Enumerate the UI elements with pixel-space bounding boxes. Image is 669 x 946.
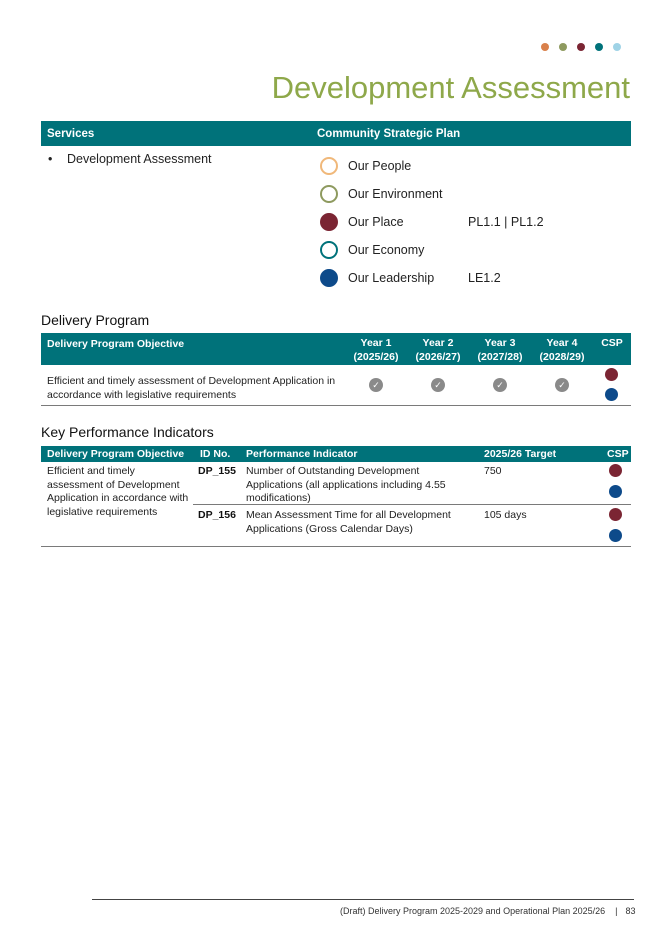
kpi-id: DP_155 xyxy=(198,465,236,477)
decorative-dots xyxy=(541,43,621,51)
csp-row-environment xyxy=(320,183,468,205)
year-sub: (2028/29) xyxy=(539,351,585,363)
year-2-column-header xyxy=(407,336,469,364)
leadership-dot-icon xyxy=(605,388,618,401)
footer-rule xyxy=(92,899,634,900)
place-circle-icon xyxy=(320,213,338,231)
page-title: Development Assessment xyxy=(271,70,630,105)
place-dot-icon xyxy=(609,464,622,477)
kpi-csp-column-header: CSP xyxy=(607,448,629,460)
year-label: Year 2 xyxy=(422,337,454,349)
services-table-header xyxy=(41,121,631,146)
kpi-indicator-text: Mean Assessment Time for all Development Applications (Gross Calendar Days) xyxy=(246,509,451,535)
year-1-column-header xyxy=(345,336,407,364)
year-sub: (2026/27) xyxy=(415,351,461,363)
footer-separator: | xyxy=(615,906,618,916)
service-label: Development Assessment xyxy=(67,152,212,166)
dot-5 xyxy=(613,43,621,51)
year-label: Year 1 xyxy=(360,337,392,349)
csp-column-header: CSP xyxy=(601,337,623,349)
csp-label: Our Leadership xyxy=(348,271,435,285)
dot-1 xyxy=(541,43,549,51)
footer xyxy=(340,906,636,916)
csp-label: Our Environment xyxy=(348,187,443,201)
footer-text: (Draft) Delivery Program 2025-2029 and Operational Plan 2025/26 xyxy=(340,906,606,916)
year-sub: (2027/28) xyxy=(477,351,523,363)
bullet-icon: • xyxy=(48,152,53,166)
kpi-objective-text: Efficient and timely assessment of Development Application in accordance with legislative requirements xyxy=(47,465,189,518)
kpi-row-divider xyxy=(193,504,631,505)
csp-column-header: Community Strategic Plan xyxy=(317,128,461,140)
services-column-header: Services xyxy=(47,128,95,140)
people-circle-icon xyxy=(320,157,338,175)
csp-code: PL1.1 | PL1.2 xyxy=(468,215,544,229)
kpi-target-column-header: 2025/26 Target xyxy=(484,448,557,460)
check-icon: ✓ xyxy=(555,378,569,392)
kpi-table-header xyxy=(41,446,631,462)
year-3-column-header xyxy=(469,336,531,364)
check-icon: ✓ xyxy=(431,378,445,392)
csp-row-place xyxy=(320,211,544,233)
csp-label: Our Economy xyxy=(348,243,425,257)
csp-label: Our People xyxy=(348,159,412,173)
environment-circle-icon xyxy=(320,185,338,203)
kpi-target-value: 750 xyxy=(484,465,502,477)
year-label: Year 3 xyxy=(484,337,516,349)
csp-label: Our Place xyxy=(348,215,404,229)
kpi-id-column-header: ID No. xyxy=(200,448,231,460)
place-dot-icon xyxy=(609,508,622,521)
csp-row-leadership xyxy=(320,267,501,289)
year-label: Year 4 xyxy=(546,337,578,349)
check-icon: ✓ xyxy=(493,378,507,392)
kpi-objective-column-header: Delivery Program Objective xyxy=(47,448,185,460)
economy-circle-icon xyxy=(320,241,338,259)
csp-row-people xyxy=(320,155,468,177)
kpi-indicator-column-header: Performance Indicator xyxy=(246,448,358,460)
dot-4 xyxy=(595,43,603,51)
delivery-program-table-header xyxy=(41,333,631,365)
kpi-target-value: 105 days xyxy=(484,509,527,521)
objective-column-header: Delivery Program Objective xyxy=(47,338,185,350)
delivery-program-heading: Delivery Program xyxy=(41,312,150,328)
dot-2 xyxy=(559,43,567,51)
leadership-dot-icon xyxy=(609,529,622,542)
csp-row-economy xyxy=(320,239,468,261)
year-sub: (2025/26) xyxy=(353,351,399,363)
kpi-heading: Key Performance Indicators xyxy=(41,424,214,440)
leadership-dot-icon xyxy=(609,485,622,498)
table-divider xyxy=(41,405,631,406)
csp-code: LE1.2 xyxy=(468,271,501,285)
page-number: 83 xyxy=(625,906,636,916)
kpi-indicator-text: Number of Outstanding Development Applications (all applications including 4.55 modifications) xyxy=(246,465,446,504)
kpi-id: DP_156 xyxy=(198,509,236,521)
delivery-objective-text: Efficient and timely assessment of Development Application in accordance with legislative requirements xyxy=(47,375,336,401)
check-icon: ✓ xyxy=(369,378,383,392)
service-list-item xyxy=(48,152,212,166)
year-4-column-header xyxy=(531,336,593,364)
leadership-circle-icon xyxy=(320,269,338,287)
place-dot-icon xyxy=(605,368,618,381)
dot-3 xyxy=(577,43,585,51)
table-divider xyxy=(41,546,631,547)
